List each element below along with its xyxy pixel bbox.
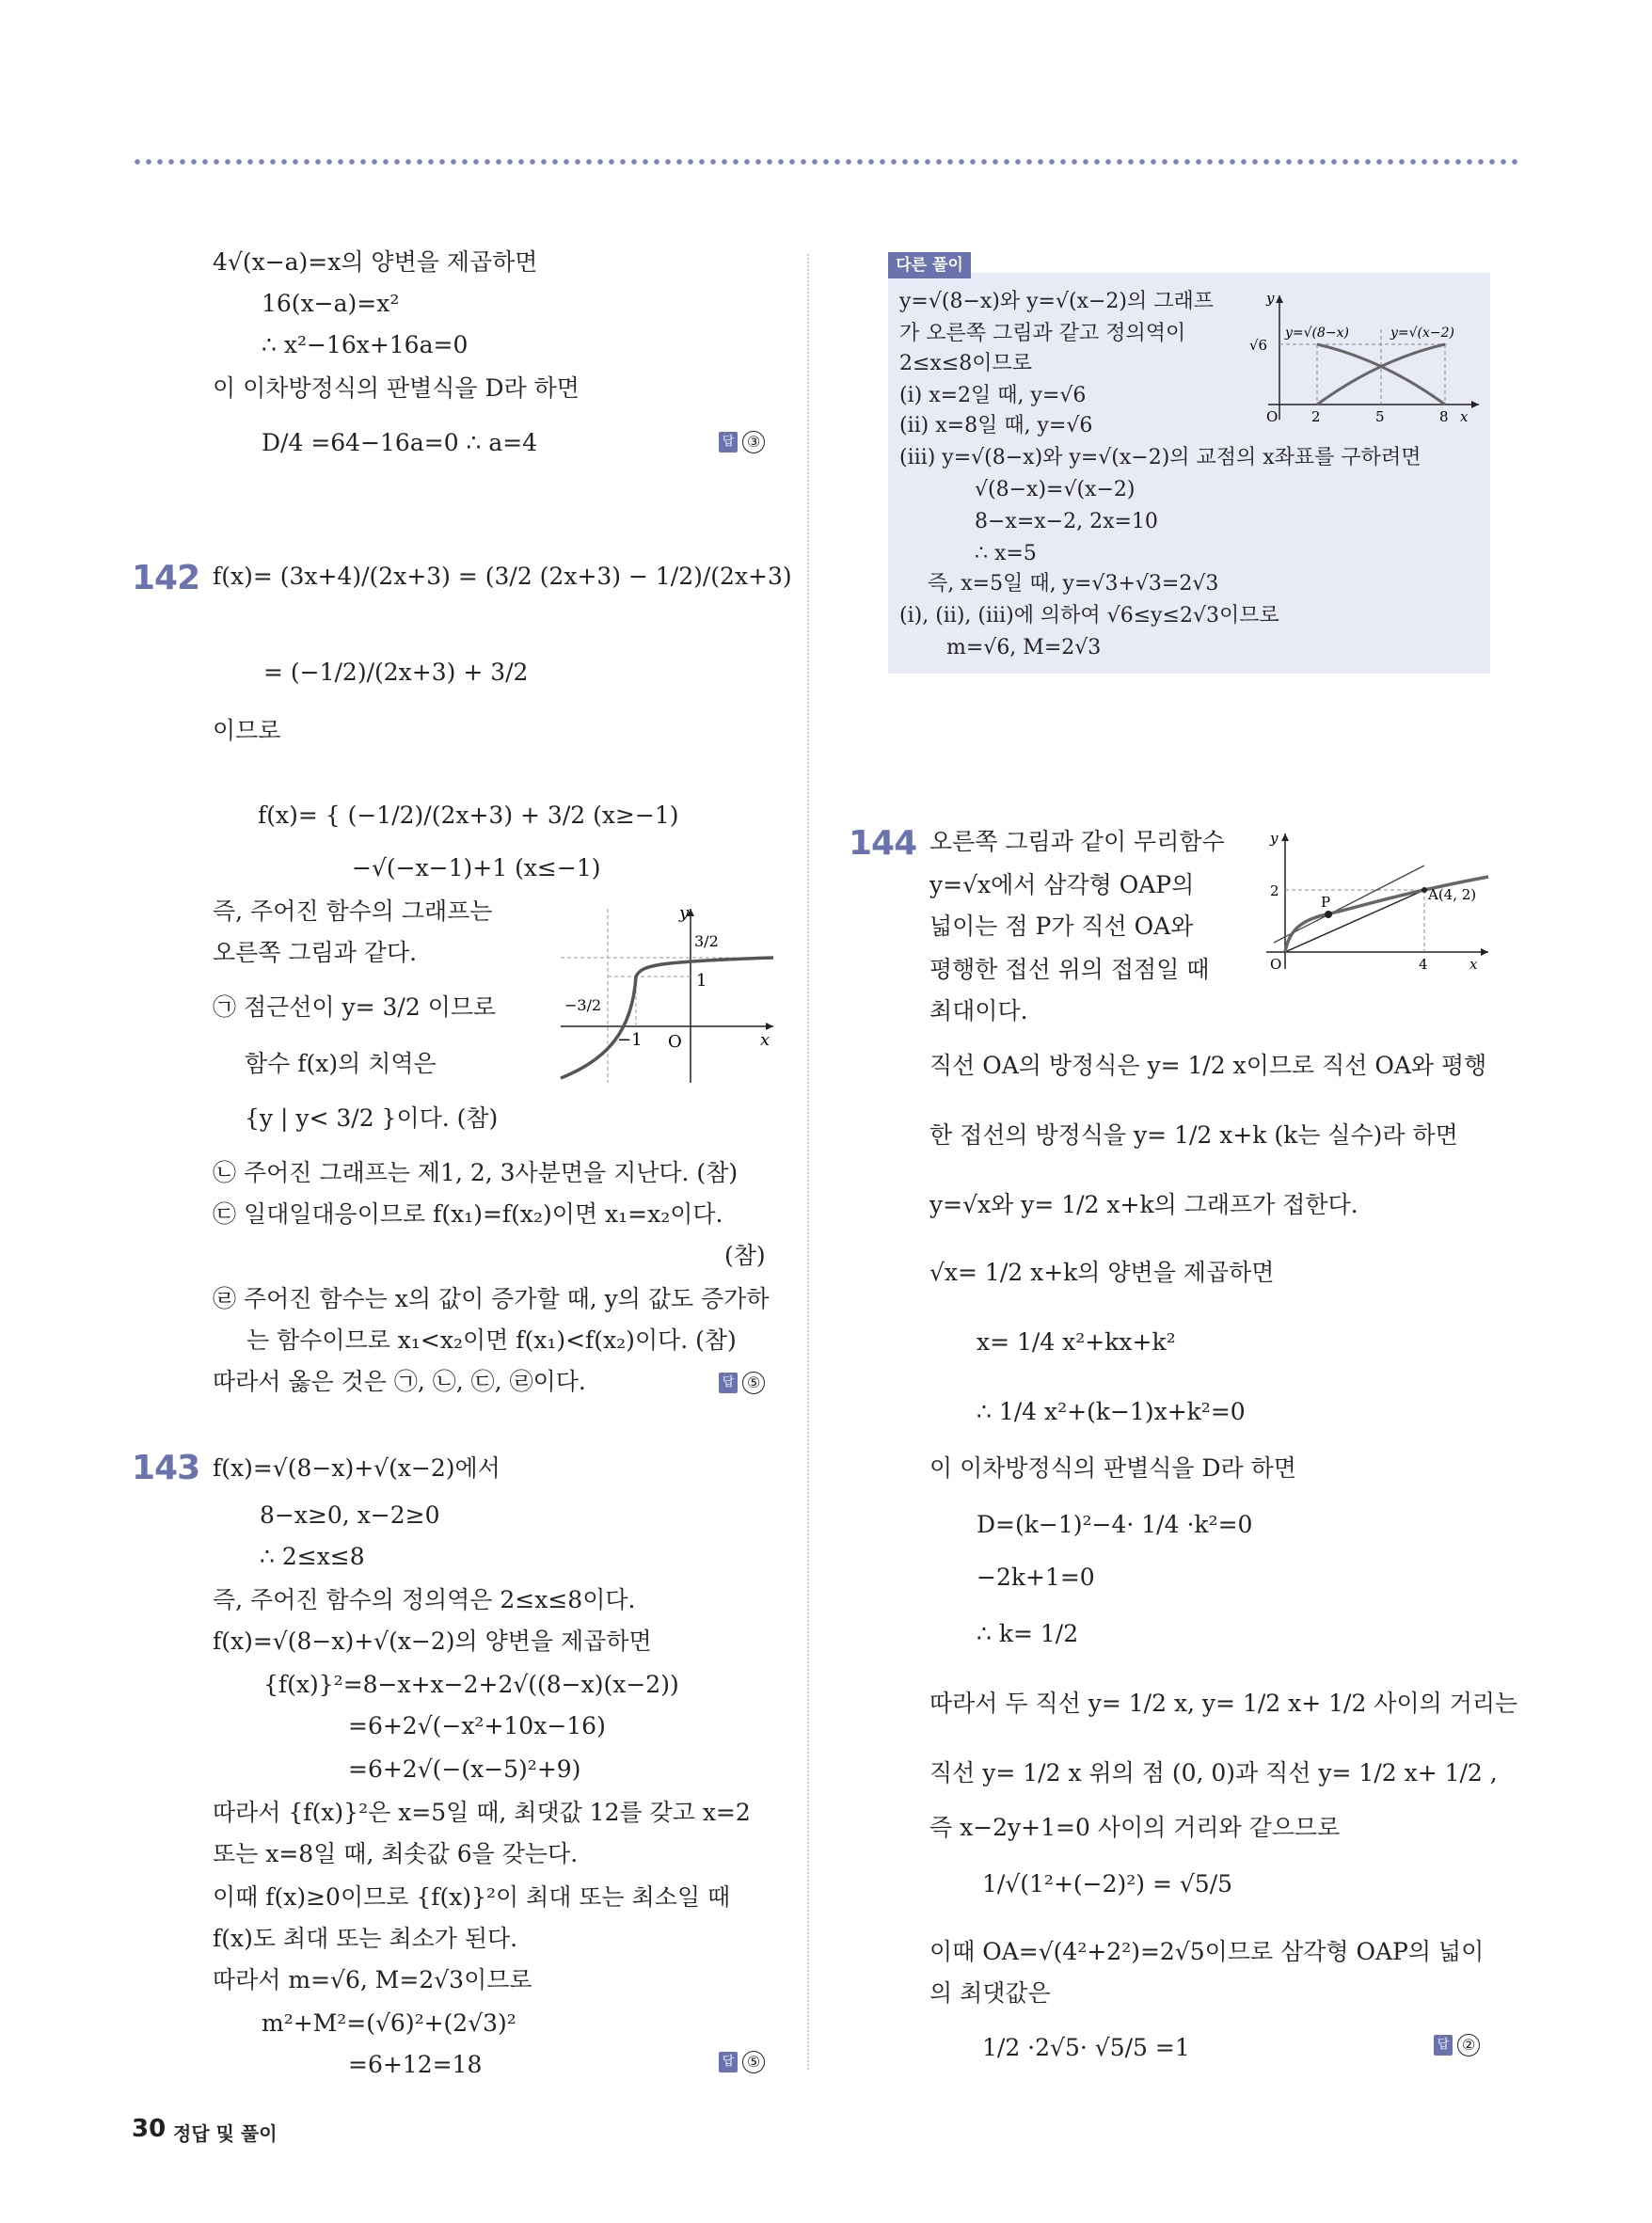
graph-142 — [551, 899, 777, 1088]
text-line: ∴ 1/4 x²+(k−1)x+k²=0 — [977, 1398, 1246, 1425]
answer-142 — [719, 1372, 765, 1394]
text-line: √x= 1/2 x+k의 양변을 제곱하면 — [929, 1259, 1275, 1286]
origin-label: O — [668, 1032, 682, 1052]
answer-tag: 답 — [719, 1373, 738, 1393]
text-line: 이때 f(x)≥0이므로 {f(x)}²이 최대 또는 최소일 때 — [213, 1883, 731, 1911]
text-line: ∴ x²−16x+16a=0 — [262, 331, 469, 358]
text-line: (ⅰ) x=2일 때, y=√6 — [899, 384, 1087, 407]
tick-label: 8 — [1439, 408, 1449, 425]
text-line: y=√x에서 삼각형 OAP의 — [929, 871, 1195, 898]
text-line: √(8−x)=√(x−2) — [975, 478, 1136, 501]
problem-number-144: 144 — [849, 824, 917, 863]
text-line: = (−1/2)/(2x+3) + 3/2 — [263, 659, 529, 686]
x-axis-arrow — [1471, 401, 1479, 408]
y-label: y — [1270, 830, 1279, 847]
answer-tag: 답 — [1434, 2035, 1453, 2056]
text-line: =6+2√(−(x−5)²+9) — [348, 1755, 581, 1783]
text-line: {y | y< 3/2 }이다. (참) — [245, 1104, 499, 1132]
text-line: 오른쪽 그림과 같다. — [213, 939, 418, 966]
point-P — [1325, 911, 1332, 918]
text-line: 16(x−a)=x² — [262, 290, 400, 317]
text-line: D/4 =64−16a=0 ∴ a=4 — [262, 429, 538, 456]
text-line: 따라서 옳은 것은 ㉠, ㉡, ㉢, ㉣이다. — [213, 1368, 586, 1395]
text-line: 즉 x−2y+1=0 사이의 거리와 같으므로 — [929, 1814, 1341, 1841]
y-axis-arrow — [1281, 834, 1289, 841]
tangent-line — [1274, 865, 1424, 943]
graph-alt — [1242, 288, 1486, 429]
answer-143 — [719, 2051, 765, 2073]
text-line: 한 접선의 방정식을 y= 1/2 x+k (k는 실수)라 하면 — [929, 1121, 1458, 1149]
y-axis-arrow — [1276, 295, 1283, 303]
text-line: 이므로 — [213, 717, 281, 744]
answer-value: ② — [1457, 2034, 1480, 2056]
text-line: m=√6, M=2√3 — [946, 636, 1102, 659]
text-line: −2k+1=0 — [977, 1564, 1095, 1591]
tick-x4: 4 — [1419, 956, 1428, 973]
text-line: 의 최댓값은 — [929, 1979, 1051, 2007]
text-line: 직선 OA의 방정식은 y= 1/2 x이므로 직선 OA와 평행 — [929, 1052, 1487, 1079]
point-A — [1422, 887, 1427, 893]
text-line: 따라서 두 직선 y= 1/2 x, y= 1/2 x+ 1/2 사이의 거리는 — [929, 1690, 1518, 1717]
text-line: 즉, 주어진 함수의 정의역은 2≤x≤8이다. — [213, 1586, 636, 1613]
text-line: 최대이다. — [929, 997, 1028, 1024]
alternative-solution-tag: 다른 풀이 — [888, 252, 971, 278]
text-line: ㉢ 일대일대응이므로 f(x₁)=f(x₂)이면 x₁=x₂이다. — [213, 1200, 723, 1228]
text-line: 즉, 주어진 함수의 그래프는 — [213, 897, 493, 925]
text-line: f(x)= (3x+4)/(2x+3) = (3/2 (2x+3) − 1/2)/(2x+3) — [213, 563, 792, 590]
curve1-label: y=√(8−x) — [1285, 326, 1350, 341]
text-line: =6+12=18 — [348, 2051, 483, 2078]
text-line: (ⅱ) x=8일 때, y=√6 — [899, 414, 1093, 437]
text-line: y=√x와 y= 1/2 x+k의 그래프가 접한다. — [929, 1191, 1358, 1218]
text-line: (ⅰ), (ⅱ), (ⅲ)에 의하여 √6≤y≤2√3이므로 — [899, 604, 1279, 627]
x-label: x — [760, 1030, 770, 1050]
text-line: y=√(8−x)와 y=√(x−2)의 그래프 — [899, 290, 1215, 313]
footer-title: 정답 및 풀이 — [173, 2122, 278, 2145]
origin-label: O — [1270, 956, 1282, 973]
text-line: ㉣ 주어진 함수는 x의 값이 증가할 때, y의 값도 증가하 — [213, 1285, 770, 1312]
x-axis-arrow — [1481, 948, 1488, 956]
text-line: 8−x≥0, x−2≥0 — [260, 1501, 440, 1529]
tick-neg1: −1 — [617, 1030, 643, 1050]
text-line: 2≤x≤8이므로 — [899, 352, 1033, 375]
text-line: 가 오른쪽 그림과 같고 정의역이 — [899, 322, 1186, 345]
text-line: 평행한 접선 위의 접점일 때 — [929, 956, 1210, 983]
text-line: ∴ k= 1/2 — [977, 1620, 1079, 1647]
text-line: ∴ x=5 — [975, 542, 1037, 565]
column-divider — [807, 254, 809, 2070]
text-line: 함수 f(x)의 치역은 — [245, 1050, 437, 1077]
answer-144 — [1434, 2034, 1480, 2056]
text-line: f(x)=√(8−x)+√(x−2)의 양변을 제곱하면 — [213, 1628, 652, 1655]
x-axis-arrow — [766, 1023, 773, 1030]
text-line: 넓이는 점 P가 직선 OA와 — [929, 913, 1194, 940]
text-line: 4√(x−a)=x의 양변을 제곱하면 — [213, 248, 538, 276]
problem-number-142: 142 — [132, 559, 200, 597]
label-A: A(4, 2) — [1428, 886, 1477, 903]
sqrt6-label: √6 — [1249, 337, 1268, 354]
asym-x-label: −3/2 — [564, 996, 602, 1014]
text-line: f(x)도 최대 또는 최소가 된다. — [213, 1925, 518, 1952]
answer-value: ⑤ — [742, 1372, 765, 1394]
text-line: 따라서 {f(x)}²은 x=5일 때, 최댓값 12를 갖고 x=2 — [213, 1799, 751, 1826]
answer-141 — [719, 431, 765, 453]
text-line: x= 1/4 x²+kx+k² — [977, 1328, 1176, 1356]
graph-144 — [1257, 828, 1492, 978]
function-curve — [561, 958, 773, 1078]
tick-y2: 2 — [1270, 882, 1279, 899]
text-line: 직선 y= 1/2 x 위의 점 (0, 0)과 직선 y= 1/2 x+ 1/2 , — [929, 1759, 1498, 1786]
text-line: ∴ 2≤x≤8 — [260, 1543, 365, 1570]
answer-value: ③ — [742, 431, 765, 453]
top-dotted-rule — [132, 158, 1520, 166]
asym-y-label: 3/2 — [694, 932, 719, 950]
answer-tag: 답 — [719, 432, 738, 453]
curve2-label: y=√(x−2) — [1390, 326, 1455, 341]
problem-number-143: 143 — [132, 1449, 200, 1487]
text-line: D=(k−1)²−4· 1/4 ·k²=0 — [977, 1511, 1253, 1538]
x-label: x — [1460, 408, 1469, 425]
text-line: 또는 x=8일 때, 최솟값 6을 갖는다. — [213, 1840, 579, 1867]
text-line: (참) — [724, 1242, 766, 1269]
label-P: P — [1321, 894, 1331, 911]
text-line: 즉, x=5일 때, y=√3+√3=2√3 — [928, 572, 1219, 595]
answer-value: ⑤ — [742, 2051, 765, 2073]
tick-label: 5 — [1375, 408, 1385, 425]
text-line: 이때 OA=√(4²+2²)=2√5이므로 삼각형 OAP의 넓이 — [929, 1938, 1485, 1965]
origin-label: O — [1266, 408, 1279, 425]
tick-1: 1 — [696, 971, 707, 991]
text-line: 오른쪽 그림과 같이 무리함수 — [929, 828, 1225, 855]
text-line: =6+2√(−x²+10x−16) — [348, 1712, 606, 1739]
text-line: 이 이차방정식의 판별식을 D라 하면 — [213, 374, 580, 402]
page-number: 30 — [132, 2115, 167, 2143]
text-line: ㉡ 주어진 그래프는 제1, 2, 3사분면을 지난다. (참) — [213, 1159, 739, 1186]
answer-tag: 답 — [719, 2052, 738, 2072]
text-line: {f(x)}²=8−x+x−2+2√((8−x)(x−2)) — [263, 1671, 679, 1698]
tick-label: 2 — [1311, 408, 1321, 425]
text-line: ㉠ 점근선이 y= 3/2 이므로 — [213, 993, 497, 1021]
text-line: 8−x=x−2, 2x=10 — [975, 510, 1158, 533]
text-line: 1/√(1²+(−2)²) = √5/5 — [982, 1870, 1233, 1897]
text-line: 는 함수이므로 x₁<x₂이면 f(x₁)<f(x₂)이다. (참) — [246, 1326, 737, 1354]
text-line: (ⅲ) y=√(8−x)와 y=√(x−2)의 교점의 x좌표를 구하려면 — [899, 446, 1422, 469]
y-label: y — [679, 903, 690, 923]
text-line: f(x)=√(8−x)+√(x−2)에서 — [213, 1454, 500, 1482]
text-line: −√(−x−1)+1 (x≤−1) — [352, 854, 601, 881]
x-label: x — [1469, 956, 1478, 973]
text-line: f(x)= { (−1/2)/(2x+3) + 3/2 (x≥−1) — [258, 802, 679, 829]
text-line: 이 이차방정식의 판별식을 D라 하면 — [929, 1454, 1296, 1482]
text-line: m²+M²=(√6)²+(2√3)² — [262, 2009, 516, 2037]
text-line: 1/2 ·2√5· √5/5 =1 — [982, 2034, 1190, 2061]
text-line: 따라서 m=√6, M=2√3이므로 — [213, 1966, 532, 1993]
y-label: y — [1266, 290, 1275, 307]
